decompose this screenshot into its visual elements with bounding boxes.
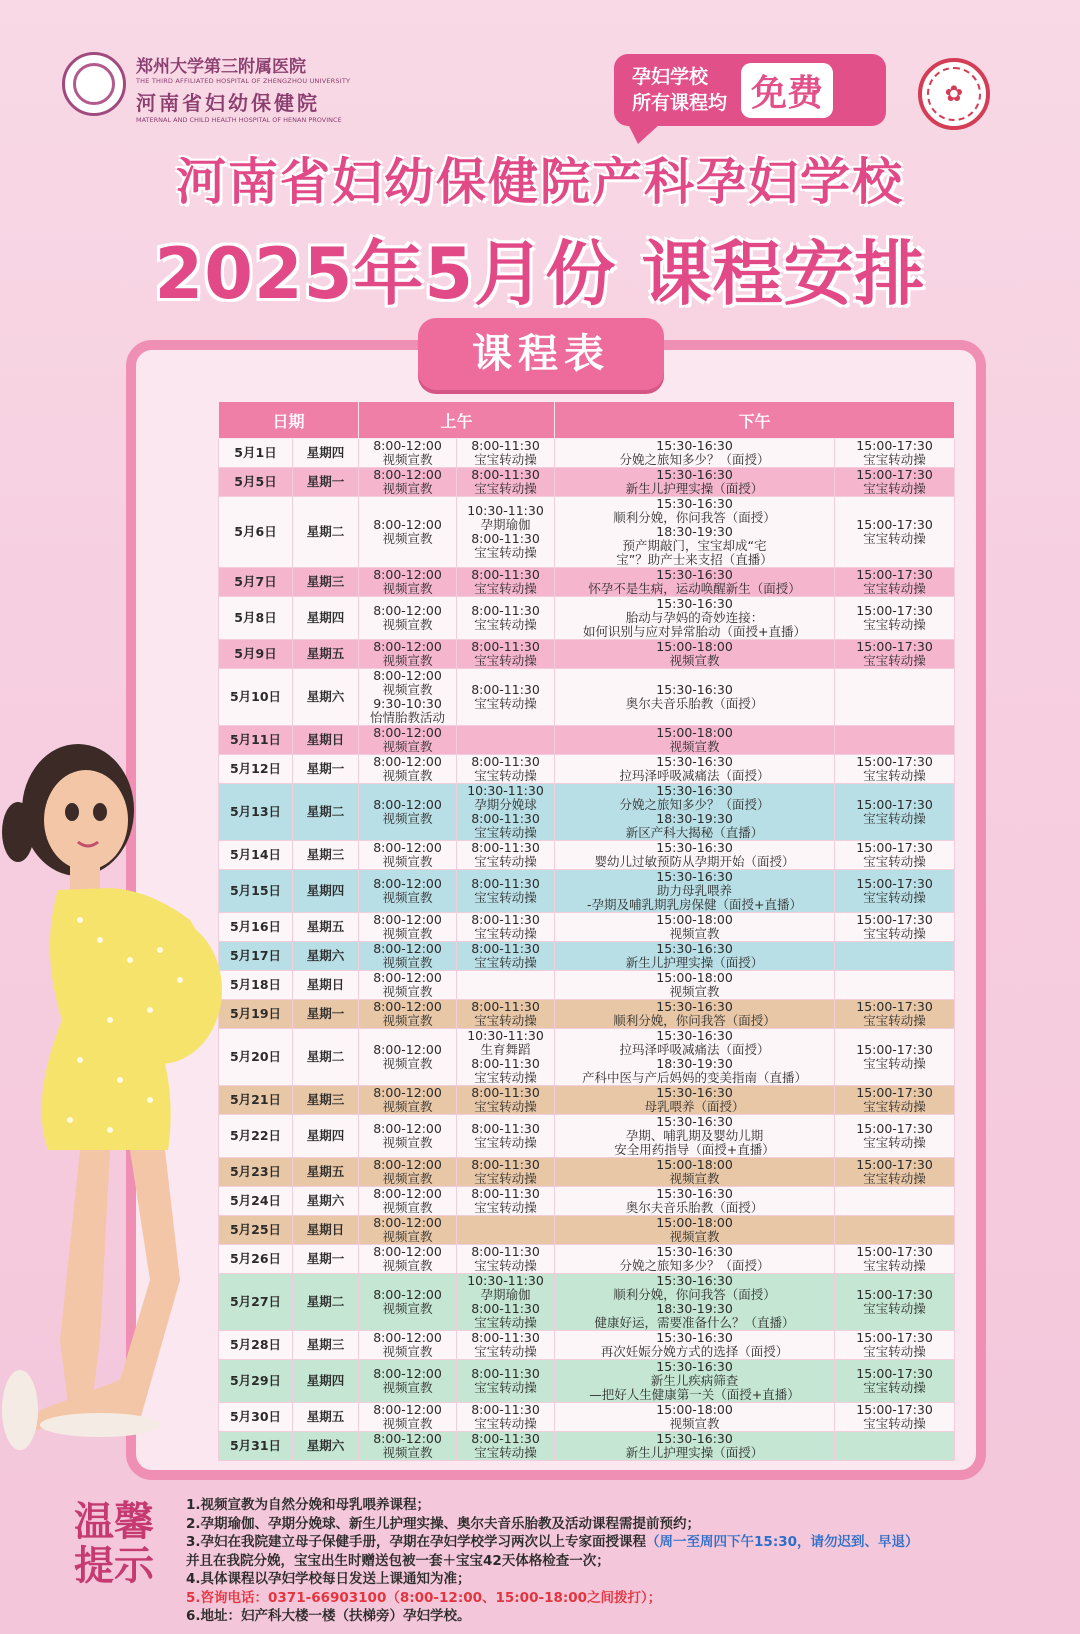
row-date: 5月28日 [219, 1331, 293, 1360]
row-weekday: 星期三 [293, 1086, 359, 1115]
row-afternoon-exercise [835, 971, 955, 1000]
row-afternoon-exercise: 15:00-17:30 宝宝转动操 [835, 468, 955, 497]
row-afternoon-exercise: 15:00-17:30 宝宝转动操 [835, 1000, 955, 1029]
row-morning-class: 8:00-11:30 宝宝转动操 [457, 597, 555, 640]
tips-heading: 温馨提示 [74, 1499, 154, 1589]
row-afternoon-exercise [835, 1432, 955, 1461]
row-weekday: 星期五 [293, 1158, 359, 1187]
row-afternoon-class: 15:30-16:30 分娩之旅知多少？（面授） [555, 1245, 835, 1274]
pregnant-woman-illustration [0, 720, 230, 1460]
tip-2: 2.孕期瑜伽、孕期分娩球、新生儿护理实操、奥尔夫音乐胎教及活动课程需提前预约； [186, 1515, 701, 1532]
row-morning-class: 8:00-11:30 宝宝转动操 [457, 568, 555, 597]
row-afternoon-class: 15:30-16:30 顺利分娩，你问我答（面授） 18:30-19:30 预产期敲门，宝宝却成“宅 宝”？助产士来支招（直播） [555, 497, 835, 568]
row-weekday: 星期六 [293, 1187, 359, 1216]
header-morning: 上午 [359, 402, 555, 439]
row-morning-video: 8:00-12:00 视频宣教 [359, 1403, 457, 1432]
row-date: 5月10日 [219, 669, 293, 726]
row-afternoon-exercise: 15:00-17:30 宝宝转动操 [835, 597, 955, 640]
row-afternoon-class: 15:30-16:30 新生儿护理实操（面授） [555, 468, 835, 497]
row-weekday: 星期六 [293, 1432, 359, 1461]
header-afternoon: 下午 [555, 402, 955, 439]
row-weekday: 星期六 [293, 669, 359, 726]
badge-line-2: 所有课程均 [632, 92, 728, 114]
row-morning-video: 8:00-12:00 视频宣教 [359, 726, 457, 755]
row-date: 5月15日 [219, 870, 293, 913]
row-morning-class: 10:30-11:30 孕期分娩球 8:00-11:30 宝宝转动操 [457, 784, 555, 841]
row-morning-class: 8:00-11:30 宝宝转动操 [457, 1187, 555, 1216]
row-weekday: 星期三 [293, 1331, 359, 1360]
row-morning-video: 8:00-12:00 视频宣教 [359, 1086, 457, 1115]
row-afternoon-class: 15:30-16:30 胎动与孕妈的奇妙连接： 如何识别与应对异常胎动（面授+直播） [555, 597, 835, 640]
row-weekday: 星期一 [293, 468, 359, 497]
row-afternoon-exercise [835, 1216, 955, 1245]
row-date: 5月7日 [219, 568, 293, 597]
row-afternoon-class: 15:00-18:00 视频宣教 [555, 913, 835, 942]
row-date: 5月8日 [219, 597, 293, 640]
row-morning-video: 8:00-12:00 视频宣教 [359, 784, 457, 841]
row-morning-video: 8:00-12:00 视频宣教 [359, 1432, 457, 1461]
row-morning-video: 8:00-12:00 视频宣教 [359, 1115, 457, 1158]
row-date: 5月14日 [219, 841, 293, 870]
schedule-row [219, 640, 955, 669]
row-afternoon-exercise [835, 726, 955, 755]
row-afternoon-exercise: 15:00-17:30 宝宝转动操 [835, 640, 955, 669]
schedule-row [219, 1158, 955, 1187]
row-morning-video: 8:00-12:00 视频宣教 [359, 439, 457, 468]
row-morning-video: 8:00-12:00 视频宣教 [359, 640, 457, 669]
row-morning-class: 10:30-11:30 生育舞蹈 8:00-11:30 宝宝转动操 [457, 1029, 555, 1086]
row-date: 5月31日 [219, 1432, 293, 1461]
row-afternoon-exercise: 15:00-17:30 宝宝转动操 [835, 755, 955, 784]
schedule-row [219, 841, 955, 870]
tip-3-main: 3.孕妇在我院建立母子保健手册，孕期在孕妇学校学习两次以上专家面授课程 [186, 1534, 647, 1550]
tip-4: 4.具体课程以孕妇学校每日发送上课通知为准； [186, 1571, 471, 1587]
row-morning-video: 8:00-12:00 视频宣教 [359, 468, 457, 497]
tip-1: 1.视频宣教为自然分娩和母乳喂养课程； [186, 1497, 431, 1513]
row-afternoon-class: 15:30-16:30 助力母乳喂养 -孕期及哺乳期乳房保健（面授+直播） [555, 870, 835, 913]
schedule-row [219, 1187, 955, 1216]
schedule-row [219, 755, 955, 784]
row-morning-class: 8:00-11:30 宝宝转动操 [457, 439, 555, 468]
row-weekday: 星期四 [293, 597, 359, 640]
row-morning-class: 8:00-11:30 宝宝转动操 [457, 841, 555, 870]
row-date: 5月20日 [219, 1029, 293, 1086]
schedule-row [219, 1403, 955, 1432]
row-morning-class: 8:00-11:30 宝宝转动操 [457, 1245, 555, 1274]
schedule-row [219, 468, 955, 497]
row-date: 5月13日 [219, 784, 293, 841]
schedule-row [219, 1216, 955, 1245]
row-morning-video: 8:00-12:00 视频宣教 [359, 597, 457, 640]
row-weekday: 星期一 [293, 1245, 359, 1274]
row-afternoon-class: 15:30-16:30 怀孕不是生病，运动唤醒新生（面授） [555, 568, 835, 597]
row-afternoon-class: 15:30-16:30 再次妊娠分娩方式的选择（面授） [555, 1331, 835, 1360]
row-afternoon-class: 15:00-18:00 视频宣教 [555, 1216, 835, 1245]
row-morning-class: 8:00-11:30 宝宝转动操 [457, 1360, 555, 1403]
row-afternoon-exercise: 15:00-17:30 宝宝转动操 [835, 784, 955, 841]
schedule-row [219, 1274, 955, 1331]
row-weekday: 星期日 [293, 726, 359, 755]
row-morning-video: 8:00-12:00 视频宣教 [359, 1274, 457, 1331]
schedule-row [219, 971, 955, 1000]
row-morning-class: 8:00-11:30 宝宝转动操 [457, 1403, 555, 1432]
row-morning-class: 8:00-11:30 宝宝转动操 [457, 755, 555, 784]
tip-3-time: （周一至周四下午15:30，请勿迟到、早退） [646, 1534, 919, 1550]
tip-6-address: 6.地址：妇产科大楼一楼（扶梯旁）孕妇学校。 [186, 1608, 471, 1624]
row-morning-video: 8:00-12:00 视频宣教 9:30-10:30 怡情胎教活动 [359, 669, 457, 726]
row-weekday: 星期四 [293, 1115, 359, 1158]
row-afternoon-class: 15:30-16:30 奥尔夫音乐胎教（面授） [555, 1187, 835, 1216]
row-weekday: 星期四 [293, 870, 359, 913]
page-title: 河南省妇幼保健院产科孕妇学校 [176, 153, 904, 211]
row-morning-video: 8:00-12:00 视频宣教 [359, 913, 457, 942]
row-weekday: 星期日 [293, 971, 359, 1000]
schedule-row [219, 497, 955, 568]
row-afternoon-class: 15:00-18:00 视频宣教 [555, 1403, 835, 1432]
row-afternoon-exercise [835, 942, 955, 971]
hospital-name-en-1: THE THIRD AFFILIATED HOSPITAL OF ZHENGZHOU UNIVERSITY [136, 77, 351, 85]
row-afternoon-class: 15:30-16:30 拉玛泽呼吸减痛法（面授） 18:30-19:30 产科中医与产后妈妈的变美指南（直播） [555, 1029, 835, 1086]
row-afternoon-class: 15:30-16:30 婴幼儿过敏预防从孕期开始（面授） [555, 841, 835, 870]
schedule-row [219, 913, 955, 942]
row-afternoon-exercise: 15:00-17:30 宝宝转动操 [835, 497, 955, 568]
row-date: 5月24日 [219, 1187, 293, 1216]
schedule-row [219, 870, 955, 913]
row-date: 5月22日 [219, 1115, 293, 1158]
hospital-logo [62, 52, 126, 116]
row-morning-class [457, 971, 555, 1000]
row-morning-class: 10:30-11:30 孕期瑜伽 8:00-11:30 宝宝转动操 [457, 1274, 555, 1331]
row-afternoon-class: 15:00-18:00 视频宣教 [555, 726, 835, 755]
schedule-row [219, 1360, 955, 1403]
row-morning-video: 8:00-12:00 视频宣教 [359, 497, 457, 568]
row-afternoon-exercise: 15:00-17:30 宝宝转动操 [835, 1245, 955, 1274]
hospital-names [136, 52, 396, 124]
row-morning-video: 8:00-12:00 视频宣教 [359, 1245, 457, 1274]
tips-section [0, 1490, 1080, 1634]
row-morning-video: 8:00-12:00 视频宣教 [359, 1158, 457, 1187]
row-afternoon-class: 15:00-18:00 视频宣教 [555, 971, 835, 1000]
row-afternoon-exercise: 15:00-17:30 宝宝转动操 [835, 1331, 955, 1360]
row-date: 5月29日 [219, 1360, 293, 1403]
row-afternoon-exercise: 15:00-17:30 宝宝转动操 [835, 913, 955, 942]
hospital-name-2: 河南省妇幼保健院 [136, 91, 320, 115]
row-afternoon-exercise: 15:00-17:30 宝宝转动操 [835, 1274, 955, 1331]
row-date: 5月5日 [219, 468, 293, 497]
row-morning-video: 8:00-12:00 视频宣教 [359, 971, 457, 1000]
row-weekday: 星期四 [293, 1360, 359, 1403]
row-afternoon-exercise: 15:00-17:30 宝宝转动操 [835, 1360, 955, 1403]
row-afternoon-class: 15:30-16:30 分娩之旅知多少？（面授） [555, 439, 835, 468]
tips-list [186, 1496, 1066, 1626]
row-weekday: 星期五 [293, 913, 359, 942]
schedule-row [219, 669, 955, 726]
row-morning-class: 8:00-11:30 宝宝转动操 [457, 669, 555, 726]
tip-3 [186, 1533, 1066, 1552]
schedule-row [219, 1245, 955, 1274]
schedule-row [219, 784, 955, 841]
row-date: 5月16日 [219, 913, 293, 942]
row-date: 5月6日 [219, 497, 293, 568]
row-afternoon-exercise [835, 1187, 955, 1216]
table-header-row [219, 402, 955, 439]
schedule-row [219, 597, 955, 640]
row-afternoon-class: 15:30-16:30 新生儿护理实操（面授） [555, 942, 835, 971]
row-date: 5月18日 [219, 971, 293, 1000]
row-weekday: 星期二 [293, 1029, 359, 1086]
row-weekday: 星期五 [293, 640, 359, 669]
row-weekday: 星期二 [293, 497, 359, 568]
schedule-row [219, 439, 955, 468]
school-seal-icon: ✿ [918, 58, 990, 130]
row-morning-video: 8:00-12:00 视频宣教 [359, 1360, 457, 1403]
hospital-name-en-2: MATERNAL AND CHILD HEALTH HOSPITAL OF HENAN PROVINCE [136, 116, 342, 124]
row-afternoon-class: 15:30-16:30 母乳喂养（面授） [555, 1086, 835, 1115]
row-morning-class: 8:00-11:30 宝宝转动操 [457, 1000, 555, 1029]
row-morning-video: 8:00-12:00 视频宣教 [359, 568, 457, 597]
tip-5-phone: 5.咨询电话：0371-66903100（8:00-12:00、15:00-18:00之间拨打）； [186, 1589, 662, 1606]
row-morning-class: 10:30-11:30 孕期瑜伽 8:00-11:30 宝宝转动操 [457, 497, 555, 568]
row-morning-video: 8:00-12:00 视频宣教 [359, 755, 457, 784]
row-afternoon-class: 15:30-16:30 新生儿疾病筛查 —把好人生健康第一关（面授+直播） [555, 1360, 835, 1403]
schedule-table [218, 401, 955, 1461]
row-afternoon-exercise: 15:00-17:30 宝宝转动操 [835, 568, 955, 597]
row-afternoon-class: 15:30-16:30 顺利分娩，你问我答（面授） [555, 1000, 835, 1029]
row-morning-class [457, 1216, 555, 1245]
badge-free: 免费 [741, 63, 833, 118]
row-morning-class: 8:00-11:30 宝宝转动操 [457, 468, 555, 497]
schedule-row [219, 1086, 955, 1115]
row-morning-video: 8:00-12:00 视频宣教 [359, 942, 457, 971]
row-afternoon-exercise: 15:00-17:30 宝宝转动操 [835, 1403, 955, 1432]
row-afternoon-class: 15:30-16:30 拉玛泽呼吸减痛法（面授） [555, 755, 835, 784]
row-morning-video: 8:00-12:00 视频宣教 [359, 1216, 457, 1245]
row-morning-class: 8:00-11:30 宝宝转动操 [457, 942, 555, 971]
row-morning-video: 8:00-12:00 视频宣教 [359, 1331, 457, 1360]
row-morning-class [457, 726, 555, 755]
row-date: 5月12日 [219, 755, 293, 784]
row-morning-class: 8:00-11:30 宝宝转动操 [457, 1115, 555, 1158]
schedule-row [219, 942, 955, 971]
badge-line-1: 孕妇学校 [632, 66, 709, 88]
row-weekday: 星期日 [293, 1216, 359, 1245]
row-date: 5月23日 [219, 1158, 293, 1187]
hospital-name-1: 郑州大学第三附属医院 [136, 57, 306, 77]
row-afternoon-exercise: 15:00-17:30 宝宝转动操 [835, 870, 955, 913]
row-date: 5月27日 [219, 1274, 293, 1331]
row-afternoon-class: 15:30-16:30 新生儿护理实操（面授） [555, 1432, 835, 1461]
row-morning-video: 8:00-12:00 视频宣教 [359, 1029, 457, 1086]
schedule-row [219, 1029, 955, 1086]
schedule-row [219, 1115, 955, 1158]
schedule-row [219, 1331, 955, 1360]
row-morning-class: 8:00-11:30 宝宝转动操 [457, 870, 555, 913]
row-weekday: 星期三 [293, 841, 359, 870]
row-afternoon-class: 15:00-18:00 视频宣教 [555, 1158, 835, 1187]
row-afternoon-class: 15:30-16:30 顺利分娩，你问我答（面授） 18:30-19:30 健康好运，需要准备什么？（直播） [555, 1274, 835, 1331]
row-morning-class: 8:00-11:30 宝宝转动操 [457, 640, 555, 669]
row-morning-video: 8:00-12:00 视频宣教 [359, 1187, 457, 1216]
row-weekday: 星期四 [293, 439, 359, 468]
row-weekday: 星期二 [293, 784, 359, 841]
row-morning-video: 8:00-12:00 视频宣教 [359, 870, 457, 913]
row-afternoon-exercise: 15:00-17:30 宝宝转动操 [835, 841, 955, 870]
row-afternoon-class: 15:30-16:30 奥尔夫音乐胎教（面授） [555, 669, 835, 726]
row-weekday: 星期五 [293, 1403, 359, 1432]
tip-3-cont: 并且在我院分娩，宝宝出生时赠送包被一套＋宝宝42天体格检查一次； [186, 1552, 610, 1569]
row-date: 5月17日 [219, 942, 293, 971]
row-afternoon-exercise: 15:00-17:30 宝宝转动操 [835, 1086, 955, 1115]
row-afternoon-exercise: 15:00-17:30 宝宝转动操 [835, 1029, 955, 1086]
row-morning-video: 8:00-12:00 视频宣教 [359, 1000, 457, 1029]
row-date: 5月21日 [219, 1086, 293, 1115]
row-afternoon-exercise [835, 669, 955, 726]
schedule-title: 课程表 [418, 318, 664, 390]
row-morning-class: 8:00-11:30 宝宝转动操 [457, 913, 555, 942]
schedule-row [219, 568, 955, 597]
row-weekday: 星期三 [293, 568, 359, 597]
row-afternoon-exercise: 15:00-17:30 宝宝转动操 [835, 439, 955, 468]
row-date: 5月9日 [219, 640, 293, 669]
row-morning-class: 8:00-11:30 宝宝转动操 [457, 1158, 555, 1187]
row-weekday: 星期六 [293, 942, 359, 971]
schedule-row [219, 726, 955, 755]
row-morning-video: 8:00-12:00 视频宣教 [359, 841, 457, 870]
row-afternoon-class: 15:00-18:00 视频宣教 [555, 640, 835, 669]
row-morning-class: 8:00-11:30 宝宝转动操 [457, 1331, 555, 1360]
schedule-row [219, 1432, 955, 1461]
row-afternoon-exercise: 15:00-17:30 宝宝转动操 [835, 1115, 955, 1158]
row-date: 5月1日 [219, 439, 293, 468]
header-date: 日期 [219, 402, 359, 439]
page-subtitle: 2025年5月份 课程安排 [154, 233, 926, 315]
row-weekday: 星期二 [293, 1274, 359, 1331]
schedule-row [219, 1000, 955, 1029]
row-weekday: 星期一 [293, 755, 359, 784]
row-date: 5月30日 [219, 1403, 293, 1432]
row-date: 5月26日 [219, 1245, 293, 1274]
row-date: 5月25日 [219, 1216, 293, 1245]
row-afternoon-exercise: 15:00-17:30 宝宝转动操 [835, 1158, 955, 1187]
row-morning-class: 8:00-11:30 宝宝转动操 [457, 1086, 555, 1115]
row-date: 5月11日 [219, 726, 293, 755]
free-badge [614, 54, 886, 126]
row-afternoon-class: 15:30-16:30 孕期、哺乳期及婴幼儿期 安全用药指导（面授+直播） [555, 1115, 835, 1158]
row-afternoon-class: 15:30-16:30 分娩之旅知多少？（面授） 18:30-19:30 新区产科大揭秘（直播） [555, 784, 835, 841]
row-weekday: 星期一 [293, 1000, 359, 1029]
row-date: 5月19日 [219, 1000, 293, 1029]
row-morning-class: 8:00-11:30 宝宝转动操 [457, 1432, 555, 1461]
